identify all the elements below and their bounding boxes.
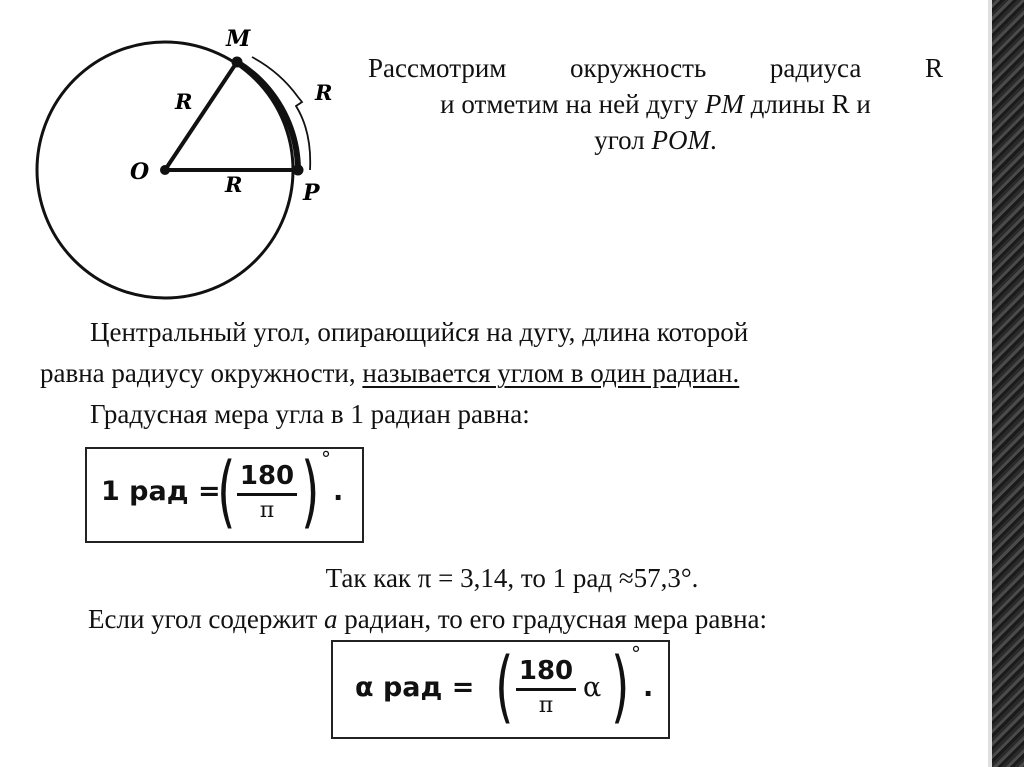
formula2-fraction [516,656,576,718]
arc-name-pm: PM [704,89,744,119]
label-m: M [226,26,251,52]
label-r-upper: R [175,89,193,114]
formula1-left-paren: ( [217,447,236,537]
label-r-arc: R [315,80,333,105]
formula1-degree: ° [321,447,331,471]
formula2-left-paren: ( [495,642,514,732]
label-p: P [303,180,320,206]
definition-line-2-plain: равна радиусу окружности, [40,358,363,388]
definition-line-1: Центральный угол, опирающийся на дугу, длина которой [90,317,749,347]
formula2-right-paren: ) [611,642,630,732]
alpha-line-variable: а [324,604,338,634]
definition-underlined: называется углом в один радиан. [362,358,740,388]
formula2-alpha: α [583,672,602,703]
intro-line-2-b: длины R и [743,89,871,119]
circle-diagram [30,22,360,302]
formula-box-2 [331,640,670,739]
point-o [160,165,170,175]
radius-om [165,62,237,170]
intro-line-3-b: . [710,125,717,155]
formula2-numerator: 180 [516,656,576,691]
definition-line-3: Градусная мера угла в 1 радиан равна: [90,399,530,429]
radian-definition [40,312,940,435]
formula1-fraction [237,461,297,523]
intro-line-3-a: угол [594,125,652,155]
formula2-end: . [643,672,654,703]
formula-box-1 [85,447,364,543]
formula1-numerator: 180 [237,461,297,496]
formula1-lhs: 1 рад = [101,476,221,507]
intro-line-1: Рассмотрим окружность радиуса R [368,53,943,83]
alpha-line-a: Если угол содержит [88,604,324,634]
arc-pm [237,62,298,170]
definition-line-2 [40,353,940,394]
angle-name-pom: POM [651,125,710,155]
label-r-lower: R [225,172,243,197]
alpha-line-b: радиан, то его градусная мера равна: [337,604,768,634]
formula2-lhs: α рад = [355,672,475,703]
formula1-end: . [333,476,344,507]
formula2-degree: ° [631,642,641,666]
decorative-side-strip [992,0,1024,767]
alpha-radians-line [88,601,767,637]
label-o: O [130,159,150,185]
point-m [232,57,243,68]
formula1-denominator: π [259,498,275,523]
intro-line-2 [368,86,943,122]
formula2-denominator: π [538,693,554,718]
intro-line-3 [368,122,943,158]
formula1-right-paren: ) [301,447,320,537]
point-p [293,165,304,176]
pi-approximation: Так как π = 3,14, то 1 рад ≈57,3°. [325,563,699,593]
intro-line-2-a: и отметим на ней дугу [440,89,705,119]
intro-text [368,50,943,158]
